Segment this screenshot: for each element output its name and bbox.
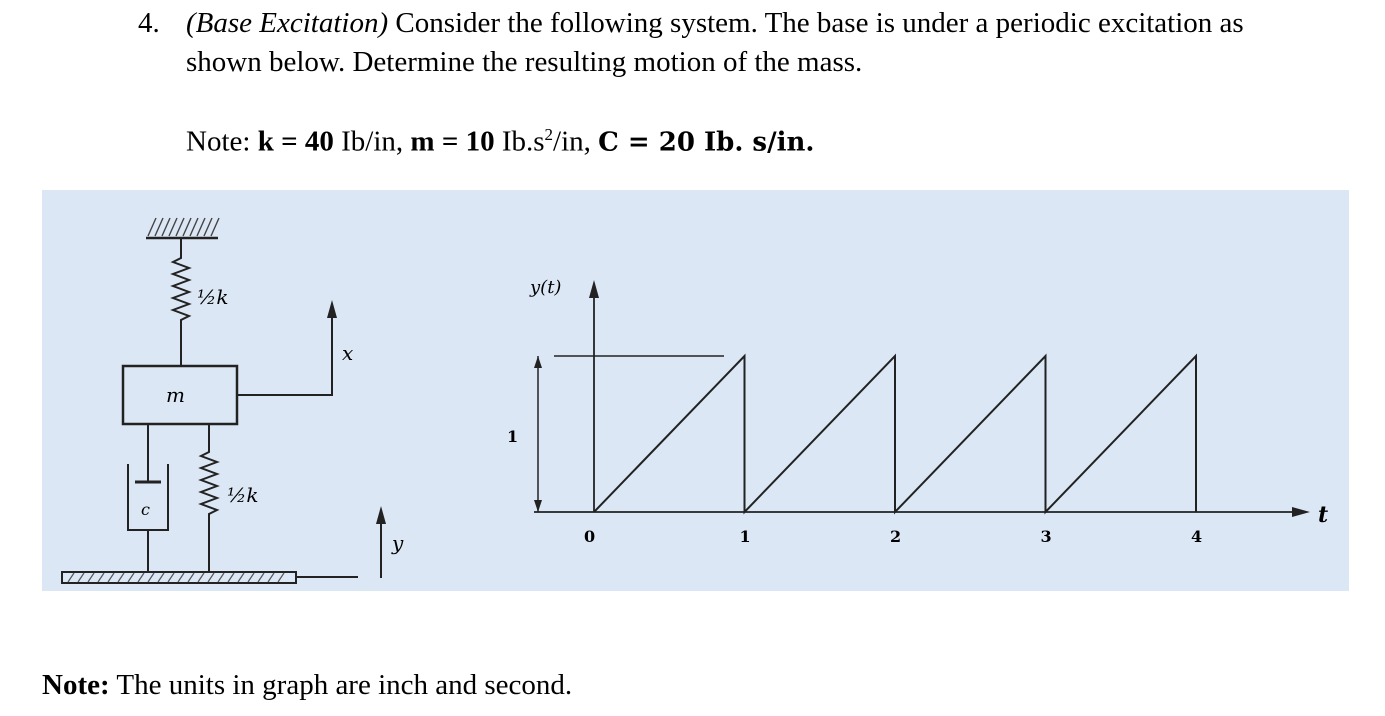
m-unit-suffix: /in, xyxy=(553,125,599,158)
mass-label: m xyxy=(166,383,185,407)
footer-note-label: Note: xyxy=(42,669,110,701)
amplitude-label: 1 xyxy=(507,427,519,446)
bottom-spring-label: ½k xyxy=(227,483,259,507)
c-value: C = 20 Ib. s/in. xyxy=(598,127,815,158)
footer-note-text: The units in graph are inch and second. xyxy=(109,669,573,701)
k-symbol: k xyxy=(257,125,274,158)
figure-svg xyxy=(42,190,1349,591)
m-value: = 10 xyxy=(434,125,495,158)
graph-x-label: t xyxy=(1318,502,1329,528)
m-unit: Ib.s xyxy=(494,125,545,158)
k-unit: Ib/in, xyxy=(333,125,411,158)
problem-statement-line1 xyxy=(186,6,1244,40)
x-tick-label: 2 xyxy=(890,527,902,546)
footer-note xyxy=(42,668,572,702)
base-excitation-figure xyxy=(42,190,1349,591)
x-tick-label: 4 xyxy=(1191,527,1203,546)
problem-number: 4. xyxy=(138,7,160,39)
problem-title: (Base Excitation) xyxy=(186,7,389,39)
y-displacement-label: y xyxy=(392,531,404,555)
x-displacement-label: x xyxy=(342,341,354,365)
problem-statement-line2: shown below. Determine the resulting motion of the mass. xyxy=(186,46,863,78)
damper-label: c xyxy=(141,500,150,519)
k-value: = 40 xyxy=(273,125,334,158)
parameter-note xyxy=(186,118,814,160)
x-tick-label: 3 xyxy=(1040,527,1052,546)
x-tick-label: 0 xyxy=(584,527,596,546)
m-unit-exponent: 2 xyxy=(544,125,554,144)
top-spring-label: ½k xyxy=(197,285,229,309)
graph-y-label: y(t) xyxy=(530,277,562,298)
m-symbol: m xyxy=(410,125,435,158)
x-tick-label: 1 xyxy=(739,527,751,546)
problem-statement-text: Consider the following system. The base is under a periodic excitation as xyxy=(388,7,1244,39)
parameter-note-prefix: Note: xyxy=(186,125,258,158)
